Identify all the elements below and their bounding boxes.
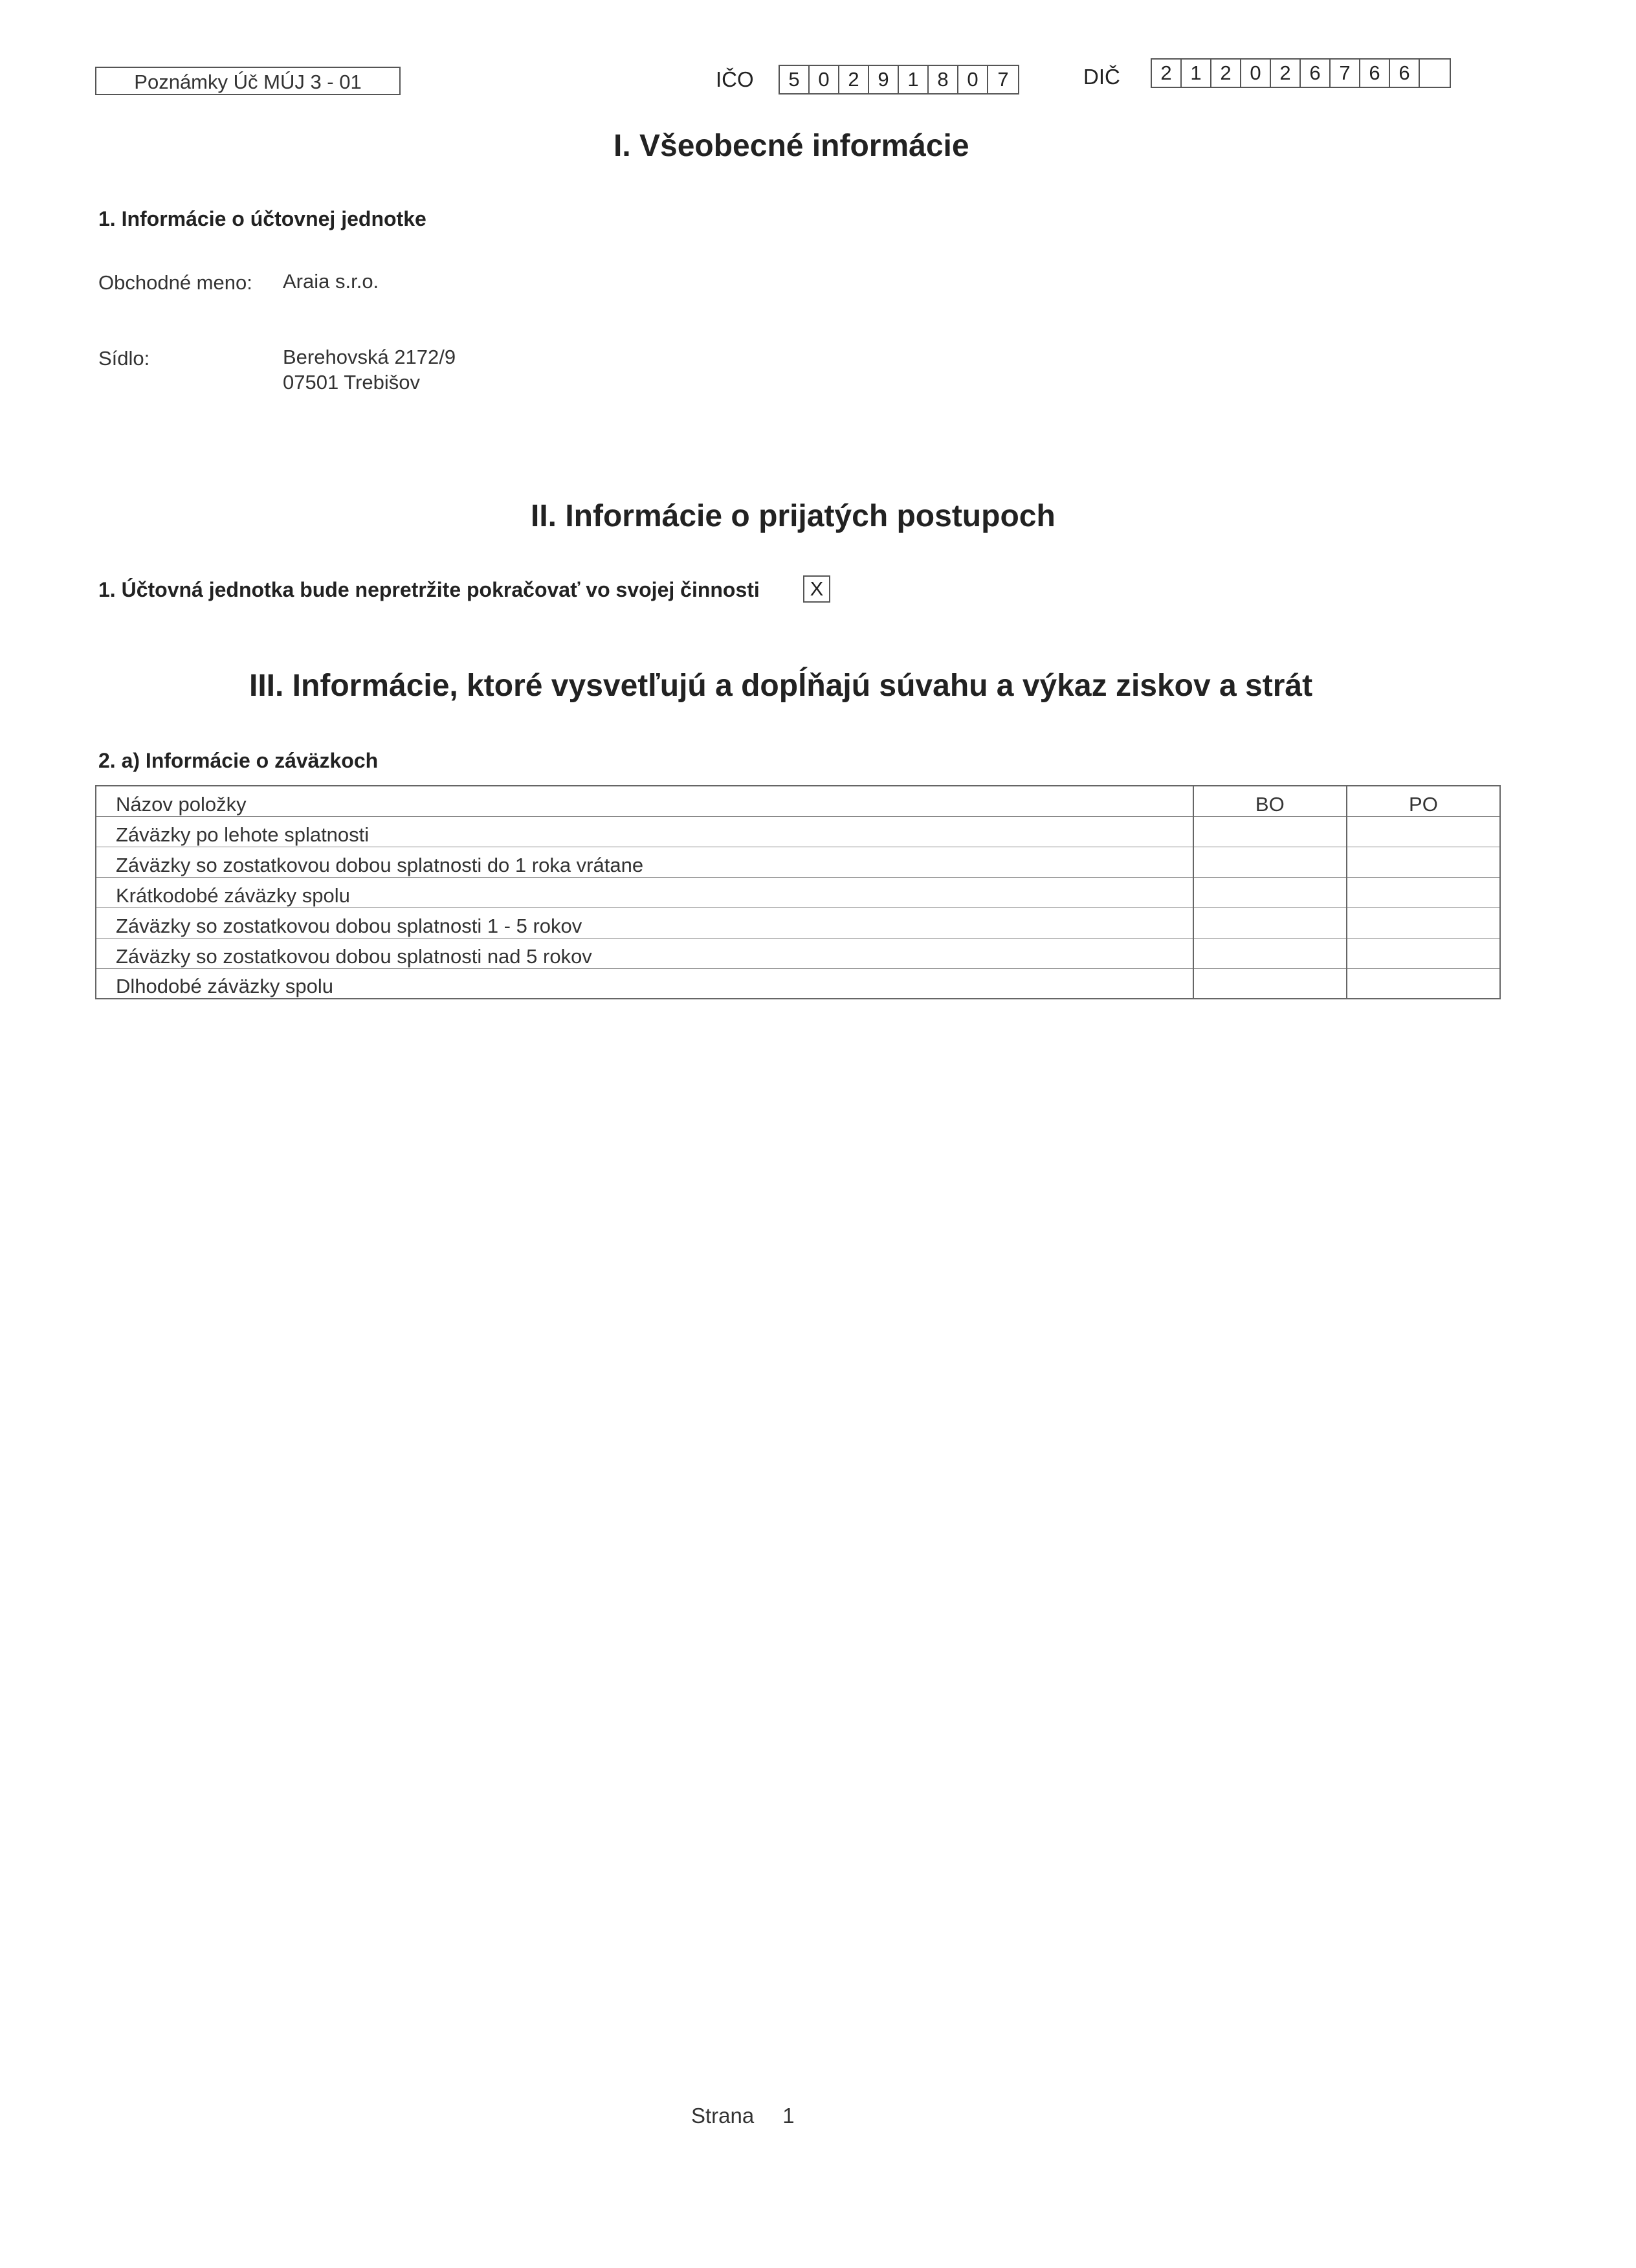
dic-digit-boxes (1151, 58, 1451, 88)
page-footer (691, 2104, 795, 2128)
dic-digit: 6 (1390, 60, 1420, 87)
table-row (96, 968, 1500, 999)
dic-label: DIČ (1083, 65, 1120, 89)
section-2-title: II. Informácie o prijatých postupoch (531, 499, 1056, 533)
ico-digit: 0 (810, 66, 839, 93)
ico-digit: 8 (929, 66, 958, 93)
table-row (96, 877, 1500, 907)
row-po-value (1347, 847, 1500, 877)
row-po-value (1347, 816, 1500, 847)
dic-digit: 0 (1241, 60, 1271, 87)
ico-digit-boxes (779, 65, 1019, 94)
liabilities-table (95, 785, 1501, 999)
section-3-title: III. Informácie, ktoré vysvetľujú a dopĺňajú súvahu a výkaz ziskov a strát (249, 669, 1313, 703)
row-po-value (1347, 877, 1500, 907)
entity-info-subheading: 1. Informácie o účtovnej jednotke (98, 207, 426, 230)
dic-digit: 6 (1301, 60, 1331, 87)
row-bo-value (1193, 877, 1347, 907)
business-name-label: Obchodné meno: (98, 271, 252, 294)
ico-digit: 2 (839, 66, 869, 93)
dic-digit: 2 (1211, 60, 1241, 87)
table-header-row (96, 786, 1500, 816)
table-row (96, 938, 1500, 968)
column-header-name: Názov položky (96, 786, 1193, 816)
dic-digit: 7 (1331, 60, 1360, 87)
row-name: Záväzky so zostatkovou dobou splatnosti do 1 roka vrátane (96, 847, 1193, 877)
row-name: Záväzky so zostatkovou dobou splatnosti nad 5 rokov (96, 938, 1193, 968)
column-header-bo: BO (1193, 786, 1347, 816)
seat-city: 07501 Trebišov (283, 371, 420, 394)
row-po-value (1347, 907, 1500, 938)
row-bo-value (1193, 816, 1347, 847)
ico-digit: 5 (780, 66, 810, 93)
seat-label: Sídlo: (98, 347, 150, 370)
row-name: Záväzky so zostatkovou dobou splatnosti 1 - 5 rokov (96, 907, 1193, 938)
going-concern-statement: 1. Účtovná jednotka bude nepretržite pokračovať vo svojej činnosti (98, 578, 760, 601)
row-bo-value (1193, 907, 1347, 938)
dic-digit: 6 (1360, 60, 1390, 87)
ico-digit: 0 (958, 66, 988, 93)
section-1-title: I. Všeobecné informácie (614, 129, 969, 163)
form-code-box: Poznámky Úč MÚJ 3 - 01 (95, 67, 401, 95)
row-name: Záväzky po lehote splatnosti (96, 816, 1193, 847)
dic-digit: 2 (1271, 60, 1301, 87)
dic-digit: 1 (1182, 60, 1211, 87)
row-name: Dlhodobé záväzky spolu (96, 968, 1193, 999)
ico-digit: 1 (899, 66, 929, 93)
liabilities-subheading: 2. a) Informácie o záväzkoch (98, 749, 379, 772)
dic-digit: 2 (1152, 60, 1182, 87)
column-header-po: PO (1347, 786, 1500, 816)
table-row (96, 847, 1500, 877)
business-name-value: Araia s.r.o. (283, 270, 379, 293)
row-bo-value (1193, 938, 1347, 968)
page-number: 1 (782, 2104, 795, 2128)
going-concern-checkbox[interactable]: X (803, 575, 830, 603)
page-label: Strana (691, 2104, 755, 2128)
row-po-value (1347, 968, 1500, 999)
table-row (96, 816, 1500, 847)
ico-digit: 9 (869, 66, 899, 93)
row-bo-value (1193, 968, 1347, 999)
row-bo-value (1193, 847, 1347, 877)
seat-street: Berehovská 2172/9 (283, 346, 456, 368)
table-row (96, 907, 1500, 938)
ico-digit: 7 (997, 68, 1009, 91)
ico-label: IČO (716, 67, 754, 91)
row-name: Krátkodobé záväzky spolu (96, 877, 1193, 907)
dic-digit (1420, 60, 1450, 87)
row-po-value (1347, 938, 1500, 968)
